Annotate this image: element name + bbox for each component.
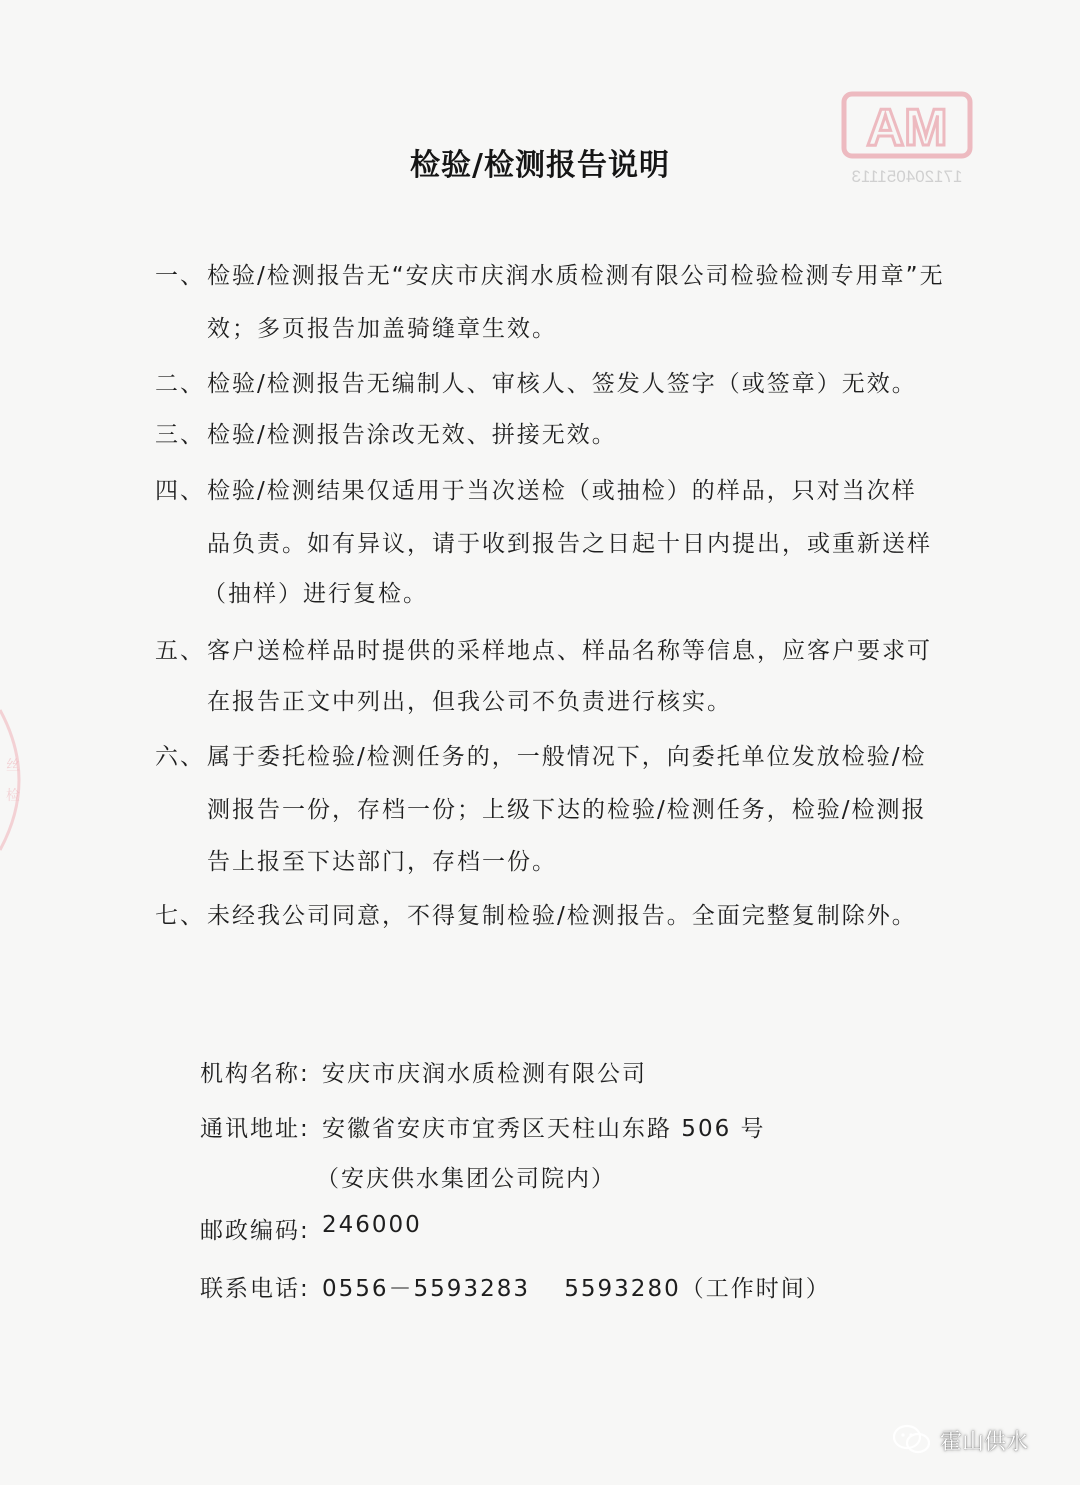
clause-line: 检验/检测报告无“安庆市庆润水质检测有限公司检验检测专用章”无: [207, 263, 945, 289]
clause-line: 效；多页报告加盖骑缝章生效。: [207, 316, 557, 342]
wechat-icon: [892, 1423, 932, 1457]
phone-value: 0556－5593283 5593280（工作时间）: [322, 1276, 831, 1302]
clause-number: 三、: [155, 422, 205, 448]
clause-line: 属于委托检验/检测任务的，一般情况下，向委托单位发放检验/检: [207, 744, 927, 770]
postal-value: 246000: [322, 1212, 422, 1238]
page-title: 检验/检测报告说明: [410, 148, 670, 183]
clause-line: 在报告正文中列出，但我公司不负责进行核实。: [207, 689, 732, 715]
postal-label: 邮政编码:: [200, 1218, 310, 1244]
clause-number: 七、: [155, 903, 205, 929]
seam-seal-mark: [0, 700, 40, 860]
clause-line: 检验/检测结果仅适用于当次送检（或抽检）的样品，只对当次样: [207, 478, 917, 504]
clause-number: 一、: [155, 263, 205, 289]
address-label: 通讯地址:: [200, 1116, 310, 1142]
clause-line: 客户送检样品时提供的采样地点、样品名称等信息，应客户要求可: [207, 638, 932, 664]
clause-line: 测报告一份，存档一份；上级下达的检验/检测任务，检验/检测报: [207, 797, 927, 823]
address-value: 安徽省安庆市宜秀区天柱山东路 506 号: [322, 1116, 766, 1142]
clause-number: 二、: [155, 371, 205, 397]
clause-number: 五、: [155, 638, 205, 664]
clause-line: 检验/检测报告无编制人、审核人、签发人签字（或签章）无效。: [207, 371, 917, 397]
account-watermark: [892, 1420, 1028, 1460]
svg-text:丝: 丝: [6, 758, 20, 774]
phone-label: 联系电话:: [200, 1276, 310, 1302]
watermark-text: 霍山供水: [940, 1429, 1029, 1455]
clause-line: 未经我公司同意，不得复制检验/检测报告。全面完整复制除外。: [207, 903, 917, 929]
clause-number: 四、: [155, 478, 205, 504]
stamp-number: 171204051113: [851, 167, 963, 186]
address-value-2: （安庆供水集团公司院内）: [316, 1166, 616, 1192]
clause-line: 检验/检测报告涂改无效、拼接无效。: [207, 422, 617, 448]
clause-line: （抽样）进行复检。: [203, 581, 428, 607]
svg-text:检: 检: [6, 788, 20, 804]
clause-number: 六、: [155, 744, 205, 770]
clause-line: 告上报至下达部门，存档一份。: [207, 849, 557, 875]
stamp-mark: AM: [866, 99, 948, 157]
org-name-value: 安庆市庆润水质检测有限公司: [322, 1061, 647, 1087]
org-name-label: 机构名称:: [200, 1061, 310, 1087]
clause-line: 品负责。如有异议，请于收到报告之日起十日内提出，或重新送样: [207, 531, 932, 557]
